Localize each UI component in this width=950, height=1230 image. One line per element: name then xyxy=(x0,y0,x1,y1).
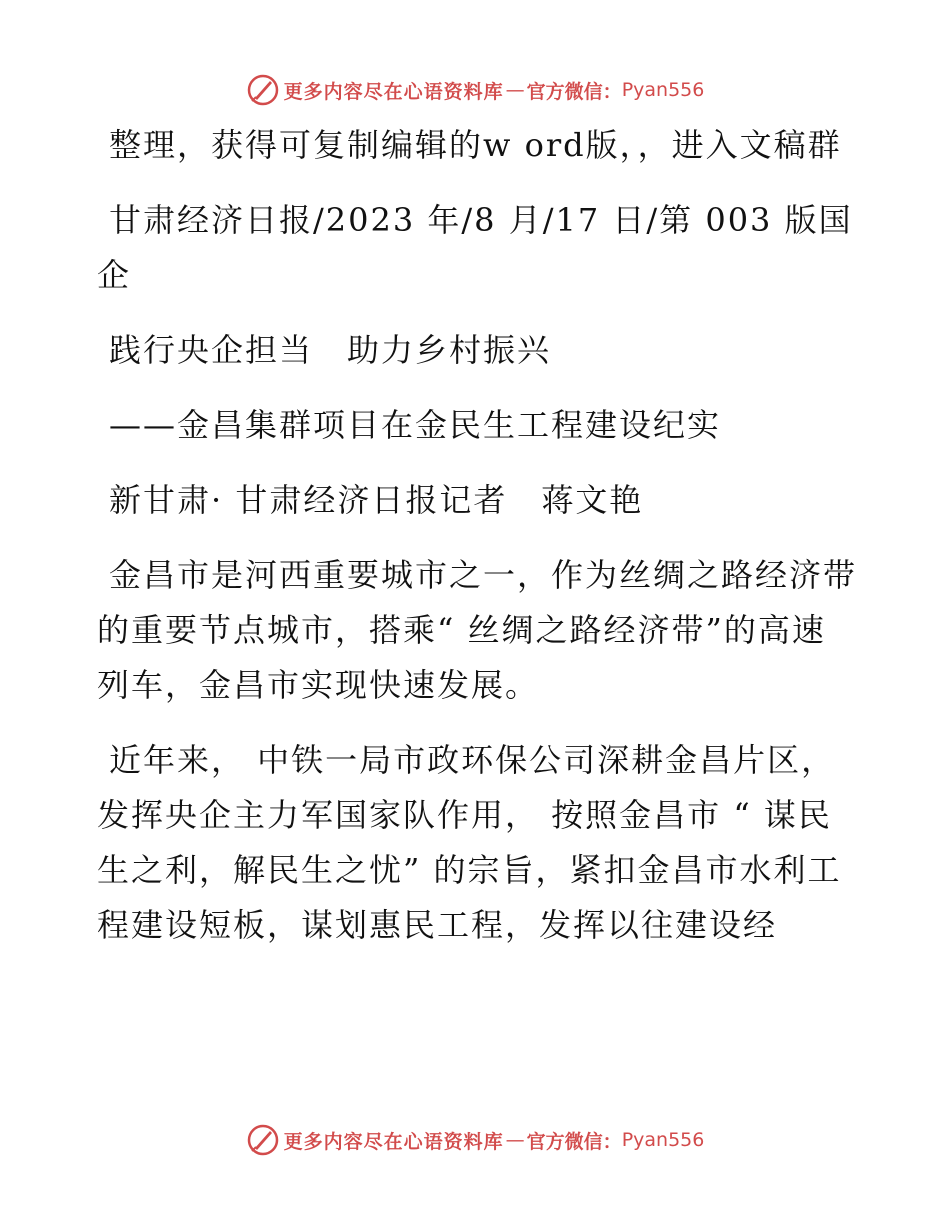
article-byline: 新甘肃· 甘肃经济日报记者 蒋文艳 xyxy=(109,481,644,519)
watermark-wechat-label: 官方微信： xyxy=(526,80,622,103)
paragraph-body-2: 近年来， 中铁一局市政环保公司深耕金昌片区，发挥央企主力军国家队作用， 按照金昌市 “ 谋民生之利，解民生之忧” 的宗旨，紧扣金昌市水利工程建设短板，谋划惠民工程，发挥以往建设经 xyxy=(97,741,842,944)
footer-watermark xyxy=(0,1120,950,1160)
watermark-wechat-label: 官方微信： xyxy=(526,1130,622,1153)
watermark-dash: — xyxy=(505,79,525,101)
article-title: 践行央企担当 助力乡村振兴 xyxy=(109,331,552,369)
paragraph-body-1: 金昌市是河西重要城市之一，作为丝绸之路经济带的重要节点城市，搭乘“ 丝绸之路经济带”的高速列车，金昌市实现快速发展。 xyxy=(97,556,858,704)
watermark-text: 更多内容尽在心语资料库 xyxy=(283,80,504,103)
quill-pen-logo-icon xyxy=(246,73,280,107)
watermark-wechat-id: Pyan556 xyxy=(621,1129,705,1151)
article-subtitle: ——金昌集群项目在金民生工程建设纪实 xyxy=(109,406,722,444)
quill-pen-logo-icon xyxy=(246,1123,280,1157)
watermark-text: 更多内容尽在心语资料库 xyxy=(283,1130,504,1153)
paragraph-intro: 整理，获得可复制编辑的w ord版，，进入文稿群 xyxy=(109,126,842,164)
header-watermark xyxy=(0,70,950,110)
watermark-dash: — xyxy=(505,1129,525,1151)
watermark-wechat-id: Pyan556 xyxy=(621,79,705,101)
document-body xyxy=(97,118,857,973)
paragraph-source: 甘肃经济日报/2023 年/8 月/17 日/第 003 版国企 xyxy=(97,201,853,294)
